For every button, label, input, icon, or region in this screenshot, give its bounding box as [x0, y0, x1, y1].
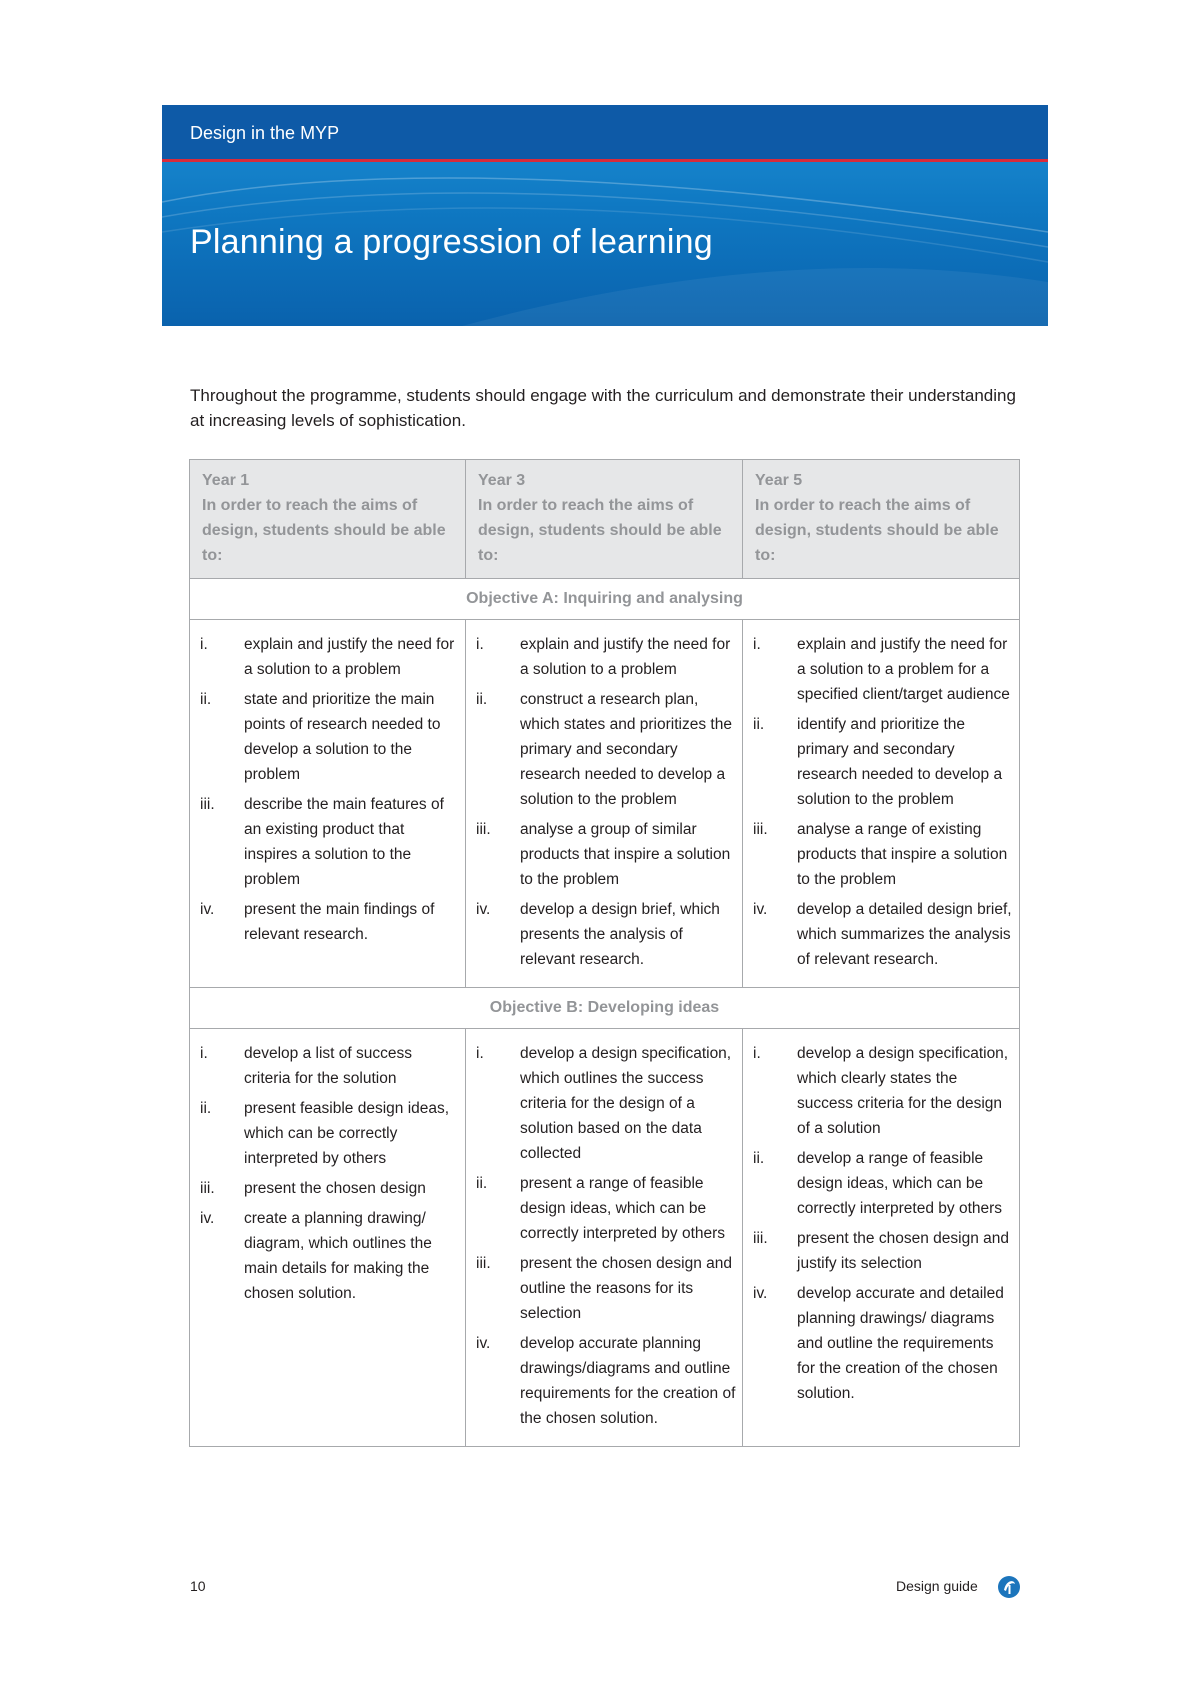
- item-text: state and prioritize the main points of research needed to develop a solution to the problem: [244, 691, 441, 783]
- item-numeral: i.: [753, 636, 761, 653]
- page-title: Planning a progression of learning: [190, 223, 713, 261]
- item-numeral: iii.: [753, 821, 768, 838]
- list-item: [200, 897, 459, 947]
- progression-table: [189, 459, 1020, 1447]
- table-header-row: [190, 460, 1020, 579]
- item-numeral: iv.: [753, 1285, 768, 1302]
- objective-list: [466, 620, 742, 987]
- item-text: develop accurate and detailed planning drawings/ diagrams and outline the requirements for the creation of the chosen solution.: [797, 1285, 1004, 1402]
- item-numeral: iv.: [753, 901, 768, 918]
- objective-list: [743, 620, 1019, 987]
- list-item: [753, 1226, 1013, 1276]
- item-text: develop a range of feasible design ideas, which can be correctly interpreted by others: [797, 1150, 1003, 1217]
- objective-content-row: [190, 1029, 1020, 1447]
- objective-list: [466, 1029, 742, 1446]
- item-numeral: iii.: [200, 796, 215, 813]
- list-item: [200, 1041, 459, 1091]
- objective-cell: [743, 1029, 1020, 1447]
- item-text: develop a design brief, which presents the analysis of relevant research.: [520, 901, 720, 968]
- list-item: [200, 1206, 459, 1306]
- item-text: present a range of feasible design ideas, which can be correctly interpreted by others: [520, 1175, 726, 1242]
- list-item: [476, 1251, 736, 1326]
- list-item: [476, 1041, 736, 1166]
- column-header-text: [466, 460, 742, 578]
- list-item: [753, 1041, 1013, 1141]
- item-text: analyse a group of similar products that inspire a solution to the problem: [520, 821, 731, 888]
- item-numeral: iii.: [476, 1255, 491, 1272]
- item-text: analyse a range of existing products that inspire a solution to the problem: [797, 821, 1008, 888]
- item-text: present the main findings of relevant research.: [244, 901, 435, 943]
- column-year: Year 1: [202, 472, 250, 489]
- item-text: describe the main features of an existing product that inspires a solution to the problem: [244, 796, 444, 888]
- column-header: [190, 460, 466, 579]
- section-label: Design in the MYP: [190, 123, 340, 143]
- objective-cell: [743, 620, 1020, 988]
- objective-content-row: [190, 620, 1020, 988]
- objective-list: [190, 620, 465, 962]
- column-header-text: [190, 460, 465, 578]
- banner-strip: [162, 105, 1048, 162]
- list-item: [476, 817, 736, 892]
- intro-paragraph: Throughout the programme, students should engage with the curriculum and demonstrate their understanding at increasing levels of sophistication.: [190, 386, 1016, 430]
- item-text: explain and justify the need for a solution to a problem: [244, 636, 455, 678]
- item-numeral: i.: [753, 1045, 761, 1062]
- objective-cell: [466, 1029, 743, 1447]
- item-numeral: ii.: [753, 1150, 765, 1167]
- objective-title: Objective A: Inquiring and analysing: [190, 579, 1020, 620]
- item-numeral: ii.: [476, 1175, 488, 1192]
- objective-cell: [190, 620, 466, 988]
- item-numeral: i.: [200, 1045, 208, 1062]
- item-numeral: iii.: [476, 821, 491, 838]
- list-item: [476, 632, 736, 682]
- item-text: present the chosen design and justify its selection: [797, 1230, 1009, 1272]
- list-item: [200, 792, 459, 892]
- list-item: [200, 632, 459, 682]
- list-item: [476, 687, 736, 812]
- item-text: develop a design specification, which outlines the success criteria for the design of a solution based on the data collected: [520, 1045, 732, 1162]
- item-text: identify and prioritize the primary and secondary research needed to develop a solution to the problem: [797, 716, 1003, 808]
- item-text: develop a detailed design brief, which summarizes the analysis of relevant research.: [797, 901, 1012, 968]
- objective-title: Objective B: Developing ideas: [190, 988, 1020, 1029]
- header-banner: [162, 105, 1048, 326]
- item-numeral: ii.: [476, 691, 488, 708]
- list-item: [753, 712, 1013, 812]
- list-item: [476, 897, 736, 972]
- column-header: [466, 460, 743, 579]
- column-header: [743, 460, 1020, 579]
- list-item: [200, 1096, 459, 1171]
- item-text: develop a list of success criteria for the solution: [244, 1045, 413, 1087]
- item-numeral: ii.: [753, 716, 765, 733]
- objective-list: [743, 1029, 1019, 1421]
- item-numeral: i.: [200, 636, 208, 653]
- column-year: Year 3: [478, 472, 526, 489]
- list-item: [753, 817, 1013, 892]
- item-numeral: iii.: [200, 1180, 215, 1197]
- item-text: create a planning drawing/ diagram, which outlines the main details for making the chosen solution.: [244, 1210, 432, 1302]
- item-text: construct a research plan, which states and prioritizes the primary and secondary research needed to develop a solution to the problem: [520, 691, 732, 808]
- objective-title-row: [190, 988, 1020, 1029]
- list-item: [753, 1281, 1013, 1406]
- item-numeral: iv.: [476, 1335, 491, 1352]
- item-text: present feasible design ideas, which can be correctly interpreted by others: [244, 1100, 450, 1167]
- column-description: In order to reach the aims of design, students should be able to:: [755, 497, 999, 564]
- list-item: [753, 1146, 1013, 1221]
- item-text: present the chosen design: [244, 1180, 426, 1197]
- objective-list: [190, 1029, 465, 1321]
- item-numeral: iv.: [476, 901, 491, 918]
- objective-title-row: [190, 579, 1020, 620]
- list-item: [476, 1171, 736, 1246]
- list-item: [753, 632, 1013, 707]
- ib-logo-icon: [997, 1575, 1021, 1599]
- item-numeral: i.: [476, 636, 484, 653]
- column-description: In order to reach the aims of design, students should be able to:: [478, 497, 722, 564]
- column-description: In order to reach the aims of design, students should be able to:: [202, 497, 446, 564]
- item-text: explain and justify the need for a solution to a problem: [520, 636, 731, 678]
- footer-guide-label: Design guide: [896, 1578, 978, 1594]
- item-numeral: ii.: [200, 691, 212, 708]
- item-text: develop accurate planning drawings/diagrams and outline requirements for the creation of the chosen solution.: [520, 1335, 736, 1427]
- list-item: [200, 687, 459, 787]
- column-header-text: [743, 460, 1019, 578]
- item-numeral: iii.: [753, 1230, 768, 1247]
- objective-cell: [190, 1029, 466, 1447]
- item-numeral: iv.: [200, 901, 215, 918]
- objective-cell: [466, 620, 743, 988]
- list-item: [476, 1331, 736, 1431]
- item-text: develop a design specification, which clearly states the success criteria for the design of a solution: [797, 1045, 1009, 1137]
- item-numeral: i.: [476, 1045, 484, 1062]
- item-text: present the chosen design and outline the reasons for its selection: [520, 1255, 732, 1322]
- column-year: Year 5: [755, 472, 803, 489]
- item-numeral: iv.: [200, 1210, 215, 1227]
- page-number: 10: [190, 1578, 206, 1594]
- list-item: [200, 1176, 459, 1201]
- item-text: explain and justify the need for a solution to a problem for a specified client/target audience: [797, 636, 1010, 703]
- item-numeral: ii.: [200, 1100, 212, 1117]
- list-item: [753, 897, 1013, 972]
